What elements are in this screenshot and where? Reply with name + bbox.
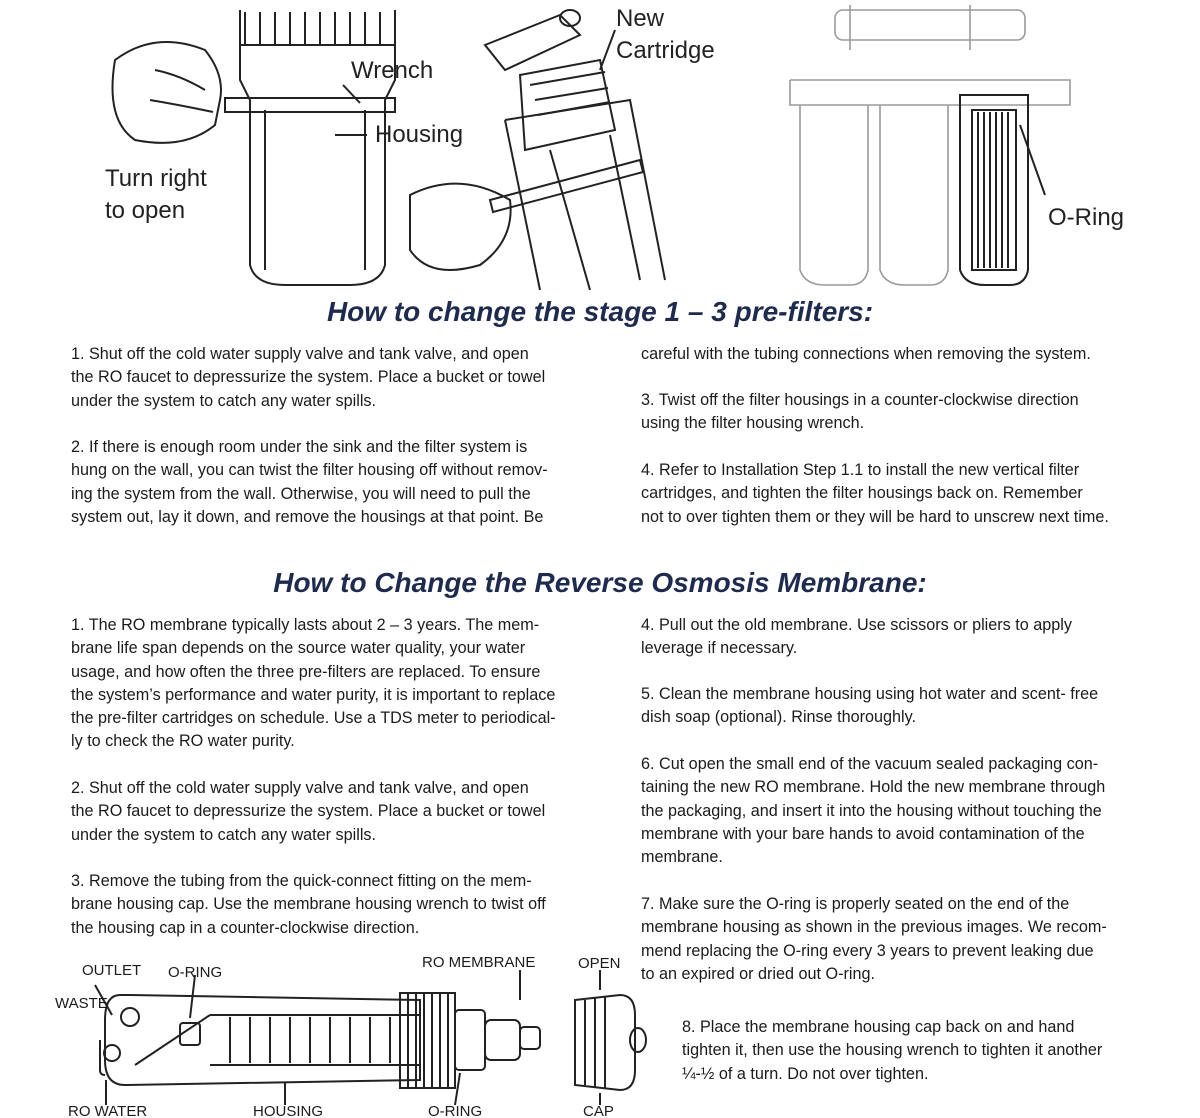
new-cartridge-svg xyxy=(400,0,740,295)
section1-step1: 1. Shut off the cold water supply valve and tank valve, and open the RO faucet to depressurize the system. Place a bucket or towel under the system to catch any water spills. xyxy=(71,345,546,410)
section2-step5: 5. Clean the membrane housing using hot water and scent- free dish soap (optional). Rinse thoroughly. xyxy=(641,685,1099,727)
section1-step2: 2. If there is enough room under the sink and the filter system is hung on the wall, you can twist the filter housing off without remov- ing the system from the wall. Otherwise, you will need to pull the system out, lay it down, and remove the housings at that point. Be xyxy=(71,438,548,526)
housing-3-cutaway-shape xyxy=(960,95,1028,285)
section2-step2: 2. Shut off the cold water supply valve and tank valve, and open the RO faucet to depressurize the system. Place a bucket or towel under the system to catch any water spills. xyxy=(71,779,546,844)
section1-title: How to change the stage 1 – 3 pre-filters: xyxy=(326,296,874,327)
filter-system-illustration xyxy=(780,0,1160,290)
section2-step7: 7. Make sure the O-ring is properly seated on the end of the membrane housing as shown in the previous images. We recom- mend replacing the O-ring every 3 years to prevent leaking due to an expired or dried out O-ring. xyxy=(641,895,1107,983)
housing-cap-shape xyxy=(240,10,395,45)
oring-label: O-Ring xyxy=(1048,204,1125,231)
membrane-end-oring xyxy=(455,1010,485,1070)
new-cartridge-illustration xyxy=(400,0,740,295)
wrench-label: Wrench xyxy=(351,57,434,84)
cap-label: CAP xyxy=(583,1103,614,1118)
section1-step4: 4. Refer to Installation Step 1.1 to install the new vertical filter cartridges, and tighten the filter housings back on. Remember not to over tighten them or they will be hard to unscrew next time. xyxy=(641,461,1109,526)
housing-1-shape xyxy=(800,105,868,285)
membrane-tip xyxy=(520,1027,540,1049)
section2-step6: 6. Cut open the small end of the vacuum sealed packaging con- taining the new RO membrane. Hold the new membrane through the packaging, and insert it into the housing without touching the membrane with your bare hands to avoid contamination of the membrane. xyxy=(641,755,1106,867)
cartridge-hand-shape xyxy=(410,184,511,270)
housing-label: Housing xyxy=(375,121,464,148)
section2-step1: 1. The RO membrane typically lasts about 2 – 3 years. The mem- brane life span depends on the source water quality, your water usage, and how often the three pre-filters are replaced. To ensure the system’s performance and water purity, it is important to replace the pre-filter cartridges on schedule. Use a TDS meter to periodical- ly to check the RO water purity. xyxy=(71,616,556,751)
section1-step3: 3. Twist off the filter housings in a counter-clockwise direction using the filter housing wrench. xyxy=(641,391,1079,433)
membrane-diagram-svg xyxy=(50,945,660,1118)
oring-bottom-label: O-RING xyxy=(428,1103,483,1118)
open-label: OPEN xyxy=(578,955,621,972)
filter-system-svg xyxy=(780,0,1160,290)
membrane-housing-diagram xyxy=(50,945,660,1118)
ro-membrane-label: RO MEMBRANE xyxy=(422,954,536,971)
cartridge-cap-shape xyxy=(485,15,580,70)
turn-right-label-line2: to open xyxy=(105,197,186,224)
section2-step4: 4. Pull out the old membrane. Use scissors or pliers to apply leverage if necessary. xyxy=(641,616,1072,658)
section1-step2-continued: careful with the tubing connections when removing the system. xyxy=(641,345,1091,363)
section2-step3: 3. Remove the tubing from the quick-connect fitting on the mem- brane housing cap. Use the membrane housing wrench to twist off the housing cap in a counter-clockwise direction. xyxy=(71,872,546,937)
new-cartridge-label-line1: New xyxy=(616,5,665,32)
section2-title: How to Change the Reverse Osmosis Membrane: xyxy=(273,567,927,598)
oring-top-label: O-RING xyxy=(168,964,223,981)
turn-right-label-line1: Turn right xyxy=(105,165,207,192)
housing-diagram-label: HOUSING xyxy=(253,1103,324,1118)
waste-label: WASTE xyxy=(55,995,108,1012)
housing-2-shape xyxy=(880,105,948,285)
oring-pointer-line xyxy=(1020,125,1045,195)
outlet-label: OUTLET xyxy=(82,962,142,979)
membrane-tube-shape xyxy=(835,10,1025,40)
new-cartridge-label-line2: Cartridge xyxy=(616,37,715,64)
hand-shape xyxy=(113,42,222,143)
membrane-housing-body xyxy=(105,995,420,1085)
section2-step8: 8. Place the membrane housing cap back on and hand tighten it, then use the housing wrench to tighten it another ¼-½ of a turn. Do not over tighten. xyxy=(682,1018,1103,1083)
ro-water-label: RO WATER xyxy=(68,1103,148,1118)
